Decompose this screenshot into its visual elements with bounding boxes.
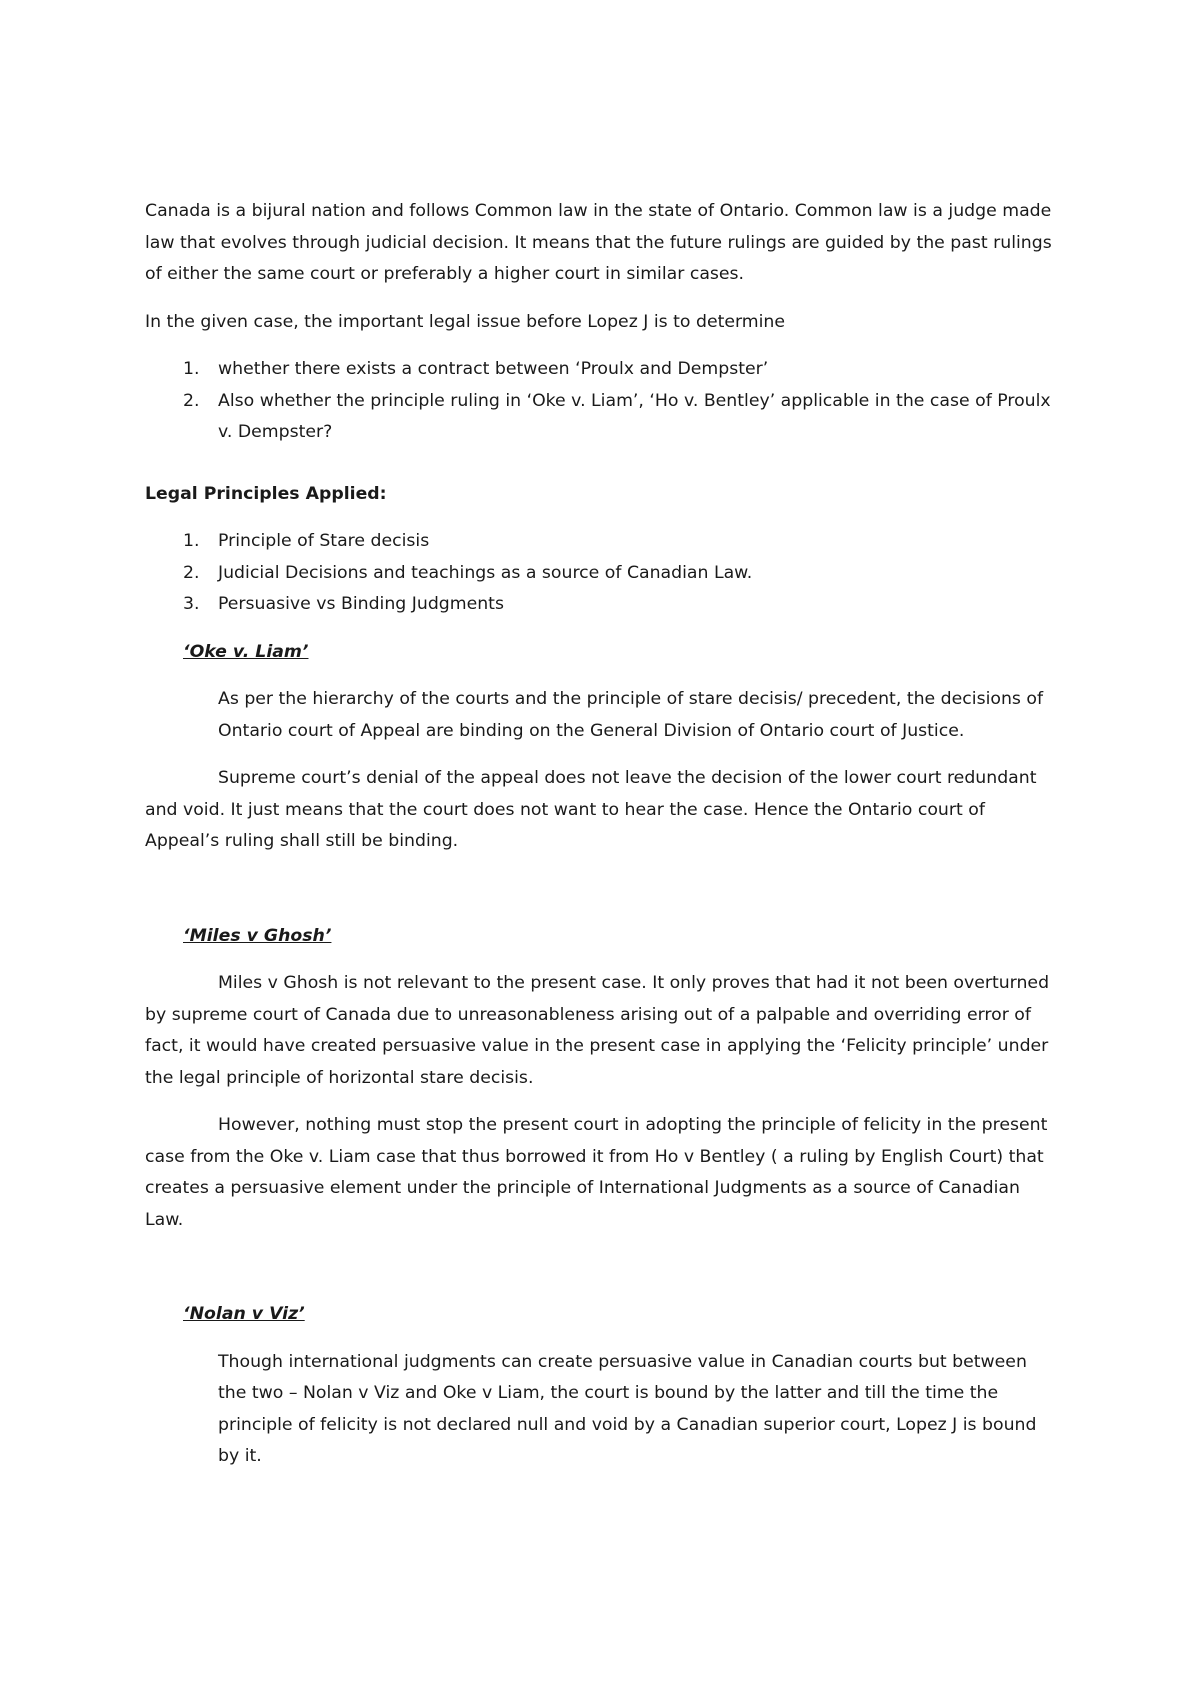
list-item — [145, 589, 1060, 621]
case-heading-miles: ‘Miles v Ghosh’ — [183, 925, 332, 946]
nolan-paragraph-1: Though international judgments can create persuasive value in Canadian courts but between the two – Nolan v Viz and Oke v Liam, the court is bound by the latter and till the time the principle of felicity is not declared null and void by a Canadian superior court, Lopez J is bound by it. — [218, 1351, 1037, 1466]
issue-intro: In the given case, the important legal issue before Lopez J is to determine — [145, 311, 786, 332]
list-text: Also whether the principle ruling in ‘Oke v. Liam’, ‘Ho v. Bentley’ applicable in the case of Proulx v. Dempster? — [218, 390, 1051, 442]
list-text: Persuasive vs Binding Judgments — [218, 594, 504, 614]
list-item — [145, 354, 1060, 386]
case-heading-oke: ‘Oke v. Liam’ — [183, 641, 309, 662]
spacer — [145, 874, 1060, 921]
miles-paragraph-2: However, nothing must stop the present court in adopting the principle of felicity in the present case from the Oke v. Liam case that thus borrowed it from Ho v Bentley ( a ruling by English Court) that creates a persuasive element under the principle of International Judgments as a source of Canadian Law. — [145, 1115, 1048, 1230]
list-text: Principle of Stare decisis — [218, 531, 430, 551]
list-number: 1. — [183, 531, 200, 551]
miles-paragraph-1: Miles v Ghosh is not relevant to the present case. It only proves that had it not been overturned by supreme court of Canada due to unreasonableness arising out of a palpable and overriding error of fact, it would have created persuasive value in the present case in applying the ‘Felicity principle’ under the legal principle of horizontal stare decisis. — [145, 973, 1050, 1088]
oke-paragraph-1: As per the hierarchy of the courts and the principle of stare decisis/ precedent, the decisions of Ontario court of Appeal are binding on the General Division of Ontario court of Justice. — [218, 689, 1044, 741]
list-number: 2. — [183, 562, 200, 583]
intro-paragraph: Canada is a bijural nation and follows Common law in the state of Ontario. Common law is a judge made law that evolves through judicial decision. It means that the future rulings are guided by the past rulings of either the same court or preferably a higher court in similar cases. — [145, 201, 1052, 284]
case-heading-nolan: ‘Nolan v Viz’ — [183, 1304, 305, 1324]
oke-paragraph-2: Supreme court’s denial of the appeal does not leave the decision of the lower court redundant and void. It just means that the court does not want to hear the case. Hence the Ontario court of Appeal’s ruling shall still be binding. — [145, 768, 1037, 851]
list-number: 3. — [183, 594, 200, 614]
spacer — [145, 1252, 1060, 1299]
list-item — [145, 526, 1060, 558]
list-text: Judicial Decisions and teachings as a source of Canadian Law. — [218, 562, 753, 583]
list-number: 2. — [183, 390, 200, 411]
issues-list — [145, 354, 1060, 449]
list-text: whether there exists a contract between ‘Proulx and Dempster’ — [218, 359, 769, 379]
principles-heading: Legal Principles Applied: — [145, 483, 387, 504]
list-item — [145, 386, 1060, 449]
principles-list — [145, 526, 1060, 621]
list-item — [145, 558, 1060, 590]
list-number: 1. — [183, 359, 200, 379]
